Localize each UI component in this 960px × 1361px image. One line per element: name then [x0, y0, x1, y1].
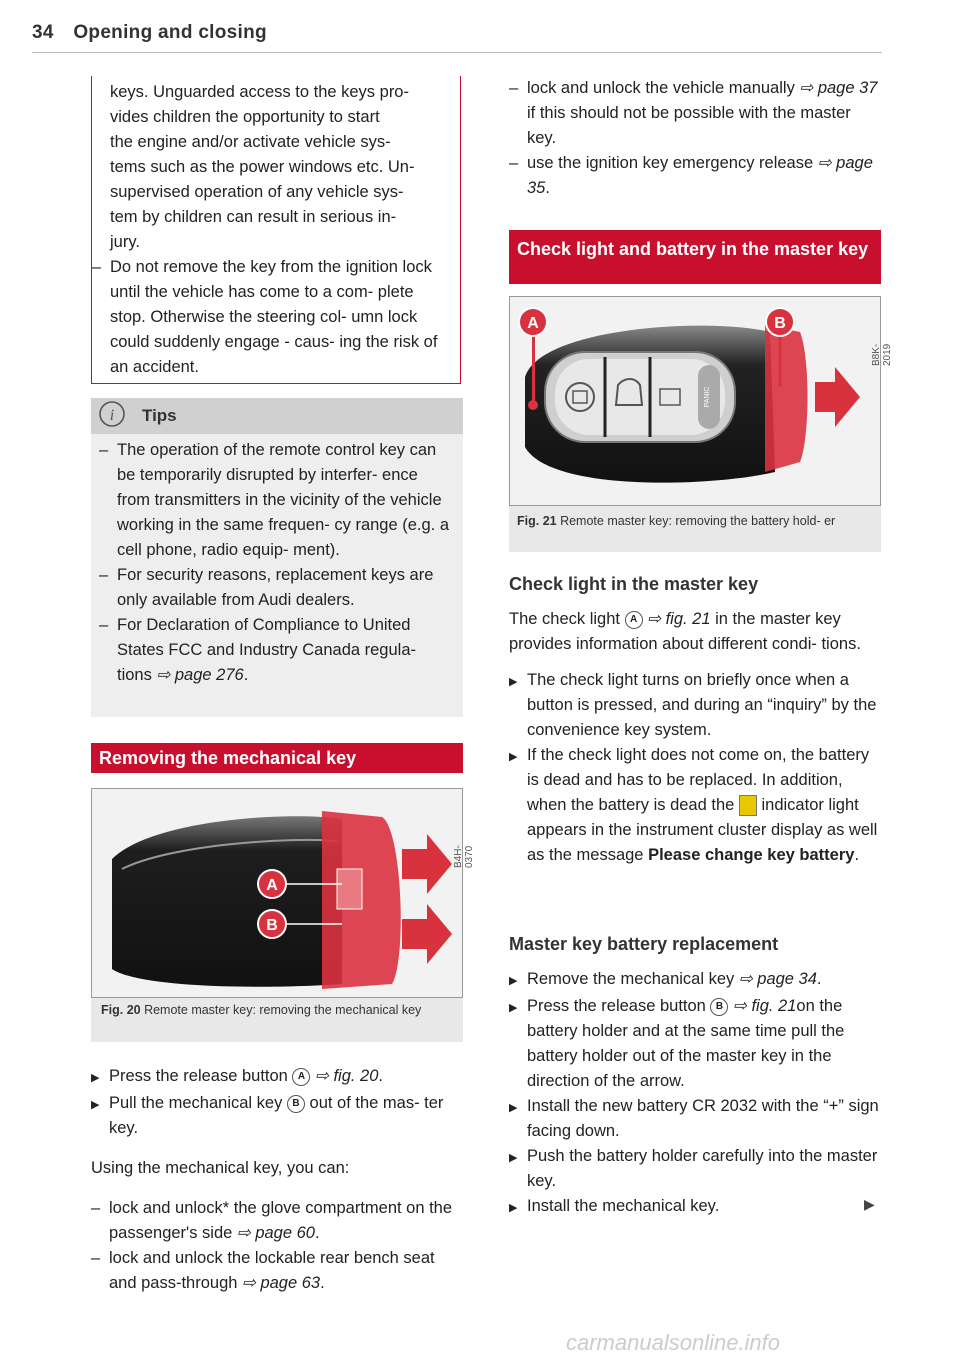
panic-label: PANIC — [704, 386, 711, 408]
warning-line: keys. Unguarded access to the keys pro- — [110, 83, 409, 101]
continue-arrow-icon: ▶ — [864, 1196, 875, 1212]
fig20-label-b: B — [266, 917, 278, 934]
battery-steps — [509, 967, 881, 1221]
page-number: 34 — [32, 22, 54, 43]
info-icon — [98, 400, 126, 428]
figure-caption: Fig. 20 Remote master key: removing the mechanical key — [101, 1003, 422, 1017]
step-item: ▶ Install the new battery CR 2032 with the “+” sign facing down. — [509, 1097, 879, 1140]
fig-ref-link[interactable]: ⇨ fig. 20 — [315, 1067, 379, 1085]
tip-item: – The operation of the remote control key can be temporarily disrupted by interfer- ence from transmitters in the vicinity of the vehicle working in the same frequen- cy range (e.g. a cell phone, radio equip- ment). — [99, 441, 450, 559]
subheading-battery-replacement: Master key battery replacement — [509, 934, 779, 954]
figure-code: B8K-2019 — [871, 343, 893, 366]
figure-caption: Fig. 21 Remote master key: removing the battery hold- er — [517, 514, 836, 528]
page-ref-link[interactable]: ⇨ page 276 — [156, 666, 244, 684]
fig21-label-b: B — [774, 315, 786, 332]
key-illustration — [92, 789, 462, 997]
warning-box — [91, 76, 461, 384]
page-ref-link[interactable]: ⇨ page 35 — [527, 154, 873, 197]
page-ref-link[interactable]: ⇨ page 63 — [242, 1274, 321, 1292]
use-item: – lock and unlock the vehicle manually ⇨ page 37 if this should not be possible with the master key. — [509, 79, 878, 147]
watermark: carmanualsonline.info — [566, 1330, 781, 1355]
warning-line: jury. — [110, 233, 140, 251]
figure-20-image — [91, 788, 463, 998]
warning-line: vides children the opportunity to start — [110, 108, 380, 126]
step-item: ▶ If the check light does not come on, the battery is dead and has to be replaced. In addition, when the battery is dead the indicator light appears in the instrument cluster display as well as the message Please change key battery. — [509, 746, 878, 864]
check-para: The check light A ⇨ fig. 21 in the master key provides information about different condi- tions. — [509, 610, 861, 653]
page-ref-link[interactable]: ⇨ page 60 — [236, 1224, 315, 1242]
page-ref-link[interactable]: ⇨ page 37 — [799, 79, 878, 97]
check-light-text — [509, 607, 881, 868]
figure-21 — [509, 296, 893, 552]
key-battery-indicator-icon — [739, 795, 757, 816]
tips-title: Tips — [142, 406, 177, 425]
step-item: ▶ Push the battery holder carefully into the master key. — [509, 1147, 878, 1190]
subheading-check-light: Check light in the master key — [509, 574, 759, 594]
fig20-label-a: A — [266, 877, 278, 894]
warning-line: tems such as the power windows etc. Un- — [110, 158, 415, 176]
removing-steps — [91, 1064, 463, 1296]
figure-code: B4H-0370 — [453, 845, 475, 868]
header-divider — [32, 52, 882, 53]
step-item: ▶ Press the release button B ⇨ fig. 21on the battery holder and at the same time pull the battery holder out of the master key in the direction of the arrow. — [509, 997, 845, 1090]
step-item: ▶ Pull the mechanical key B out of the mas- ter key. — [91, 1094, 444, 1137]
right-top-list — [509, 76, 881, 201]
step-item: ▶ Remove the mechanical key ⇨ page 34. — [509, 970, 822, 988]
tips-body — [91, 434, 463, 717]
use-item: – lock and unlock* the glove compartment on the passenger's side ⇨ page 60. — [91, 1199, 453, 1242]
using-intro: Using the mechanical key, you can: — [91, 1159, 350, 1177]
fig-ref-link[interactable]: ⇨ fig. 21 — [733, 997, 797, 1015]
step-item: ▶ The check light turns on briefly once when a button is pressed, and during an “inquiry” by the convenience key system. — [509, 671, 877, 739]
warning-line: the engine and/or activate vehicle sys- — [110, 133, 391, 151]
section-title: Opening and closing — [73, 22, 267, 43]
section-heading-removing: Removing the mechanical key — [91, 743, 463, 773]
svg-text:i: i — [109, 407, 115, 424]
key-illustration — [510, 297, 880, 505]
fig-ref-link[interactable]: ⇨ fig. 21 — [647, 610, 711, 628]
page-header — [32, 22, 267, 44]
tip-item: – For security reasons, replacement keys are only available from Audi dealers. — [99, 566, 434, 609]
tip-item: – For Declaration of Compliance to United States FCC and Industry Canada regula- tions ⇨ page 276. — [99, 616, 416, 684]
step-item: ▶ Press the release button A ⇨ fig. 20. — [91, 1067, 383, 1085]
step-item: ▶ Install the mechanical key. — [509, 1197, 720, 1215]
figure-21-image — [509, 296, 881, 506]
fig21-label-a: A — [527, 315, 539, 332]
warning-line: tem by children can result in serious in- — [110, 208, 397, 226]
warning-bullet: – Do not remove the key from the ignition lock until the vehicle has come to a com- plete stop. Otherwise the steering col- umn lock could suddenly engage - caus- ing the risk of an accident. — [92, 258, 438, 376]
figure-20 — [91, 788, 475, 1042]
use-item: – lock and unlock the lockable rear bench seat and pass-through ⇨ page 63. — [91, 1249, 435, 1292]
use-item: – use the ignition key emergency release ⇨ page 35. — [509, 154, 873, 197]
warning-line: supervised operation of any vehicle sys- — [110, 183, 404, 201]
page-ref-link[interactable]: ⇨ page 34 — [738, 970, 817, 988]
section-heading-check-light: Check light and battery in the master key — [509, 230, 881, 284]
